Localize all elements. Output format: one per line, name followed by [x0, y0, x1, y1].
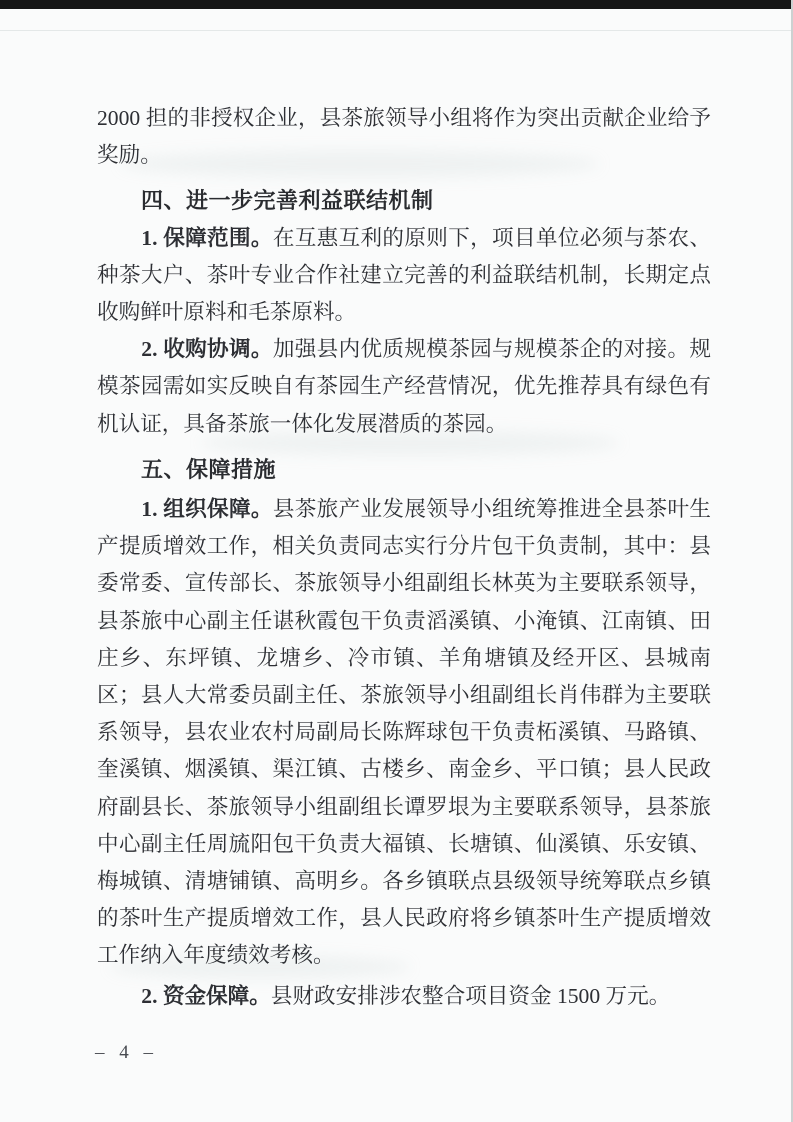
section-5-item-1 — [97, 491, 711, 975]
paragraph-carryover: 2000 担的非授权企业，县茶旅领导小组将作为突出贡献企业给予奖励。 — [97, 106, 711, 168]
scan-edge-artifact — [0, 0, 793, 9]
item-text: 在互惠互利的原则下，项目单位必须与茶农、种茶大户、茶叶专业合作社建立完善的利益联结机制，长期定点收购鲜叶原料和毛茶原料。 — [97, 225, 711, 325]
item-text: 加强县内优质规模茶园与规模茶企的对接。规模茶园需如实反映自有茶园生产经营情况，优先推荐具有绿色有机认证，具备茶旅一体化发展潜质的茶园。 — [97, 337, 711, 436]
document-body — [97, 100, 711, 1015]
section-4-item-1 — [97, 220, 711, 332]
item-text: 县财政安排涉农整合项目资金 1500 万元。 — [270, 983, 671, 1008]
item-lead-baozhang-fanwei: 1. 保障范围。 — [141, 225, 273, 250]
item-text: 县茶旅产业发展领导小组统筹推进全县茶叶生产提质增效工作，相关负责同志实行分片包干负责制，其中：县委常委、宣传部长、茶旅领导小组副组长林英为主要联系领导，县茶旅中心副主任谌秋霞包干负责滔溪镇、小淹镇、江南镇、田庄乡、东坪镇、龙塘乡、冷市镇、羊角塘镇及经开区、县城南区；县人大常委员副主任、茶旅领导小组副组长肖伟群为主要联系领导，县农业农村局副局长陈辉球包干负责柘溪镇、马路镇、奎溪镇、烟溪镇、渠江镇、古楼乡、南金乡、平口镇；县人民政府副县长、茶旅领导小组副组长谭罗垠为主要联系领导，县茶旅中心副主任周旈阳包干负责大福镇、长塘镇、仙溪镇、乐安镇、梅城镇、清塘铺镇、高明乡。各乡镇联点县级领导统筹联点乡镇的茶叶生产提质增效工作，县人民政府将乡镇茶叶生产提质增效工作纳入年度绩效考核。 — [97, 497, 711, 968]
scan-line-artifact — [0, 30, 793, 31]
section-4-item-2 — [97, 331, 711, 443]
section-5-item-2 — [97, 978, 711, 1015]
section-5-heading: 五、保障措施 — [141, 456, 277, 482]
item-lead-shougou-xietiao: 2. 收购协调。 — [141, 337, 273, 362]
page-number: – 4 – — [95, 1042, 158, 1063]
item-lead-zuzhi-baozhang: 1. 组织保障。 — [141, 497, 273, 522]
section-4-heading: 四、进一步完善利益联结机制 — [141, 188, 434, 214]
item-lead-zijin-baozhang: 2. 资金保障。 — [141, 983, 271, 1008]
